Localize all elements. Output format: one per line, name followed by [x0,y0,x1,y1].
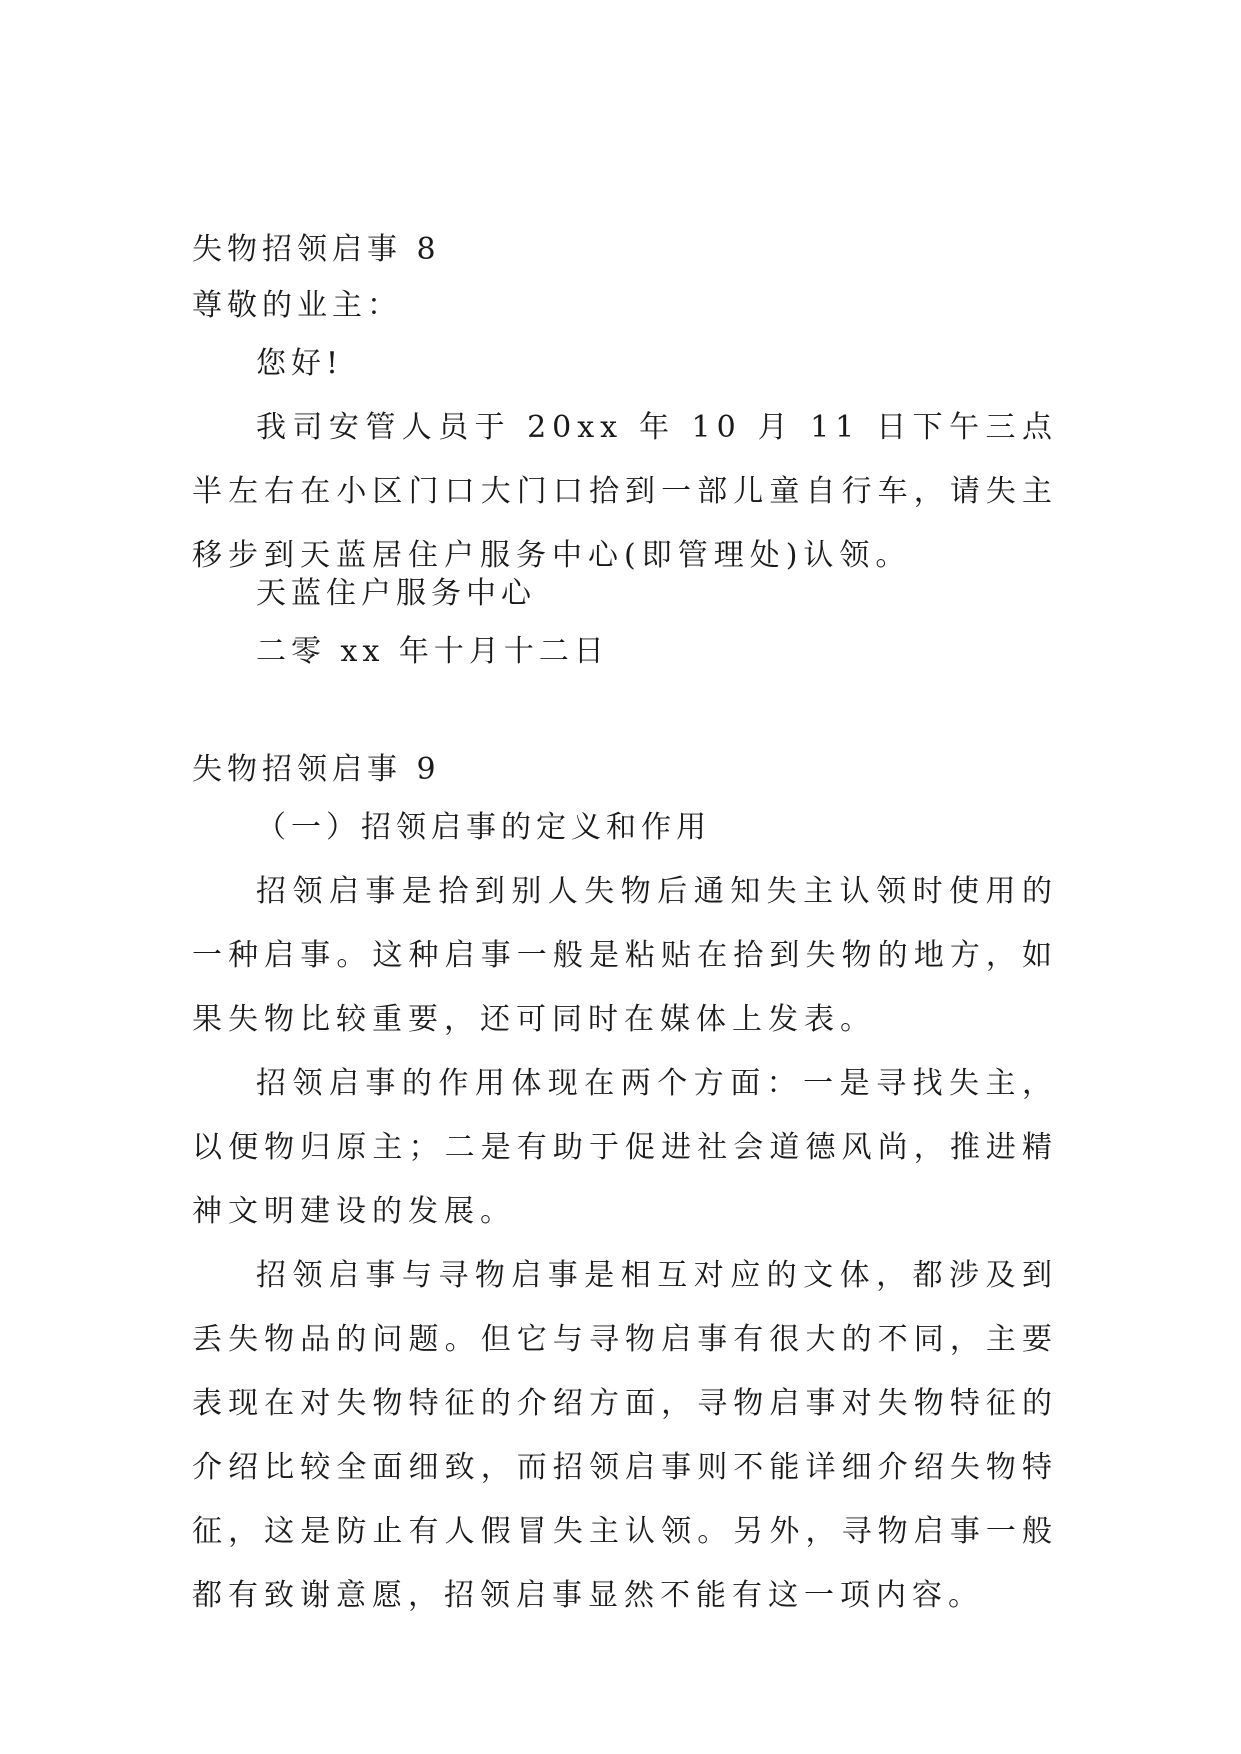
signature: 天蓝住户服务中心 [256,576,536,611]
section-9-paragraph-3: 招领启事与寻物启事是相互对应的文体，都涉及到丢失物品的问题。但它与寻物启事有很大的不同，主要表现在对失物特征的介绍方面，寻物启事对失物特征的介绍比较全面细致，而招领启事则不能详细介绍失物特征，这是防止有人假冒失主认领。另外，寻物启事一般都有致谢意愿，招领启事显然不能有这一项内容。 [192,1258,1058,1613]
greeting: 您好! [256,346,344,381]
section-8-body: 我司安管人员于 20xx 年 10 月 11 日下午三点半左右在小区门口大门口拾到一部儿童自行车，请失主移步到天蓝居住户服务中心(即管理处)认领。 [192,410,1058,573]
section-9-paragraph-2: 招领启事的作用体现在两个方面：一是寻找失主，以便物归原主；二是有助于促进社会道德风尚，推进精神文明建设的发展。 [192,1066,1058,1229]
notice-date: 二零 xx 年十月十二日 [256,634,609,669]
section-9-subheading: （一）招领启事的定义和作用 [256,810,711,845]
section-9-title: 失物招领启事 9 [192,752,441,787]
section-8-title: 失物招领启事 8 [192,232,441,267]
section-9-paragraph-1: 招领启事是拾到别人失物后通知失主认领时使用的一种启事。这种启事一般是粘贴在拾到失物的地方，如果失物比较重要，还可同时在媒体上发表。 [192,874,1058,1037]
salutation: 尊敬的业主： [192,288,402,323]
